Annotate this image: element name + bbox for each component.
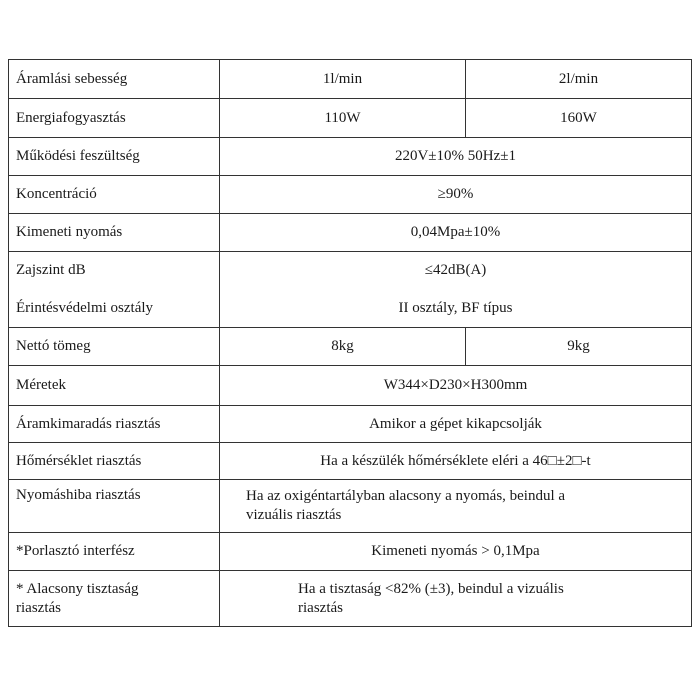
row-value-1: 110W xyxy=(220,99,466,138)
row-value-2: 160W xyxy=(466,99,692,138)
table-row xyxy=(9,290,692,328)
row-value-line: vizuális riasztás xyxy=(246,507,342,523)
row-value: 220V±10% 50Hz±1 xyxy=(220,138,692,176)
row-label-line: * Alacsony tisztaság xyxy=(16,580,139,597)
table-row xyxy=(9,176,692,214)
table-row xyxy=(9,60,692,99)
row-value: ≤42dB(A) xyxy=(220,252,692,290)
row-value: Kimeneti nyomás > 0,1Mpa xyxy=(220,533,692,571)
row-value: Ha a készülék hőmérséklete eléri a 46□±2□-t xyxy=(220,443,692,480)
table-row xyxy=(9,328,692,366)
row-value-line: Ha a tisztaság <82% (±3), beindul a vizuális xyxy=(298,580,564,597)
row-label: Koncentráció xyxy=(9,176,220,214)
row-label: Zajszint dB xyxy=(9,252,220,290)
row-label: Méretek xyxy=(9,366,220,406)
table-row xyxy=(9,366,692,406)
table-row xyxy=(9,533,692,571)
specifications-table xyxy=(8,59,692,627)
table-row xyxy=(9,443,692,480)
row-label: Energiafogyasztás xyxy=(9,99,220,138)
row-value-2: 9kg xyxy=(466,328,692,366)
row-value-2: 2l/min xyxy=(466,60,692,99)
table-row xyxy=(9,480,692,533)
row-value-line: riasztás xyxy=(298,599,343,616)
row-label: Kimeneti nyomás xyxy=(9,214,220,252)
row-label: Áramkimaradás riasztás xyxy=(9,406,220,443)
row-label: *Porlasztó interfész xyxy=(9,533,220,571)
row-label xyxy=(9,571,220,627)
row-value: W344×D230×H300mm xyxy=(220,366,692,406)
row-value: 0,04Mpa±10% xyxy=(220,214,692,252)
row-value xyxy=(220,571,692,627)
row-label-line: riasztás xyxy=(16,599,61,616)
row-label: Nettó tömeg xyxy=(9,328,220,366)
table-row xyxy=(9,138,692,176)
row-label: Érintésvédelmi osztály xyxy=(9,290,220,328)
table-row xyxy=(9,99,692,138)
row-label: Működési feszültség xyxy=(9,138,220,176)
row-value: ≥90% xyxy=(220,176,692,214)
row-value-1: 8kg xyxy=(220,328,466,366)
row-value: Amikor a gépet kikapcsolják xyxy=(220,406,692,443)
table-row xyxy=(9,406,692,443)
row-value-line: Ha az oxigéntartályban alacsony a nyomás, beindul a xyxy=(246,488,566,504)
table-row xyxy=(9,571,692,627)
table-row xyxy=(9,214,692,252)
row-label: Hőmérséklet riasztás xyxy=(9,443,220,480)
row-value: II osztály, BF típus xyxy=(220,290,692,328)
row-label: Nyomáshiba riasztás xyxy=(9,480,220,533)
row-label: Áramlási sebesség xyxy=(9,60,220,99)
table-row xyxy=(9,252,692,290)
row-value-1: 1l/min xyxy=(220,60,466,99)
row-value xyxy=(220,480,692,533)
